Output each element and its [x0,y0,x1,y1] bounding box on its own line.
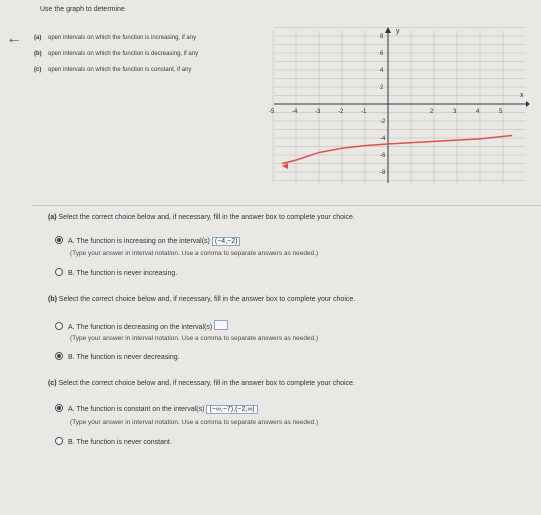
option-text: A. The function is increasing on the interval(s) [68,238,210,245]
y-tick-labels [380,34,386,176]
question-label: (c) [48,380,57,387]
x-axis-label: x [520,92,524,99]
x-tick-label: -1 [361,109,367,115]
part-b [34,50,202,58]
question-c-prompt [48,380,355,387]
y-tick-label: 8 [380,34,384,40]
problem-parts [34,34,202,82]
part-a [34,34,202,42]
part-c [34,66,202,74]
y-tick-label: 6 [380,51,384,57]
question-b-option-a[interactable] [55,320,228,331]
y-tick-label: 2 [380,85,384,91]
radio-selected-icon[interactable] [55,236,63,244]
x-tick-label: -2 [338,109,344,115]
divider [32,205,541,206]
radio-icon[interactable] [55,268,63,276]
question-a-hint: (Type your answer in interval notation. Use a comma to separate answers as needed.) [70,250,319,257]
x-axis-arrow [526,101,530,107]
question-a-option-b[interactable] [55,268,177,277]
back-arrow-icon[interactable]: ← [6,30,22,47]
prompt-text: Select the correct choice below and, if necessary, fill in the answer box to complete your choice. [58,296,356,303]
y-tick-label: -2 [380,119,386,125]
question-label: (b) [48,296,57,303]
x-tick-label: 3 [453,109,457,115]
x-tick-label: 4 [476,109,480,115]
y-tick-label: -4 [380,136,386,142]
prompt-text: Select the correct choice below and, if necessary, fill in the answer box to complete your choice. [58,380,355,387]
answer-box[interactable]: (−∞,−7),(−2,∞) [206,405,257,414]
part-text: open intervals on which the function is decreasing, if any [48,51,199,57]
x-tick-labels [269,109,503,115]
question-a-option-a[interactable] [55,236,240,246]
intro-text: Use the graph to determine [40,6,125,13]
part-label: (b) [34,51,42,57]
question-b-hint: (Type your answer in interval notation. Use a comma to separate answers as needed.) [70,335,319,342]
part-text: open intervals on which the function is constant, if any [48,67,192,73]
radio-selected-icon[interactable] [55,404,63,412]
question-c-option-b[interactable] [55,437,172,446]
answer-box[interactable]: (−4,−2) [212,237,241,246]
option-text: B. The function is never increasing. [68,270,178,277]
question-a-prompt [48,214,355,221]
y-tick-label: -8 [380,170,386,176]
function-graph [250,25,530,185]
prompt-text: Select the correct choice below and, if necessary, fill in the answer box to complete your choice. [58,214,355,221]
x-tick-label: -5 [269,109,275,115]
answer-box[interactable] [214,320,228,330]
x-tick-label: -4 [292,109,298,115]
option-text: A. The function is decreasing on the interval(s) [68,324,213,331]
graph-grid [273,28,526,184]
y-tick-label: 4 [380,68,384,74]
radio-icon[interactable] [55,322,63,330]
option-text: A. The function is constant on the interval(s) [68,406,205,413]
radio-icon[interactable] [55,437,63,445]
question-c-hint: (Type your answer in interval notation. Use a comma to separate answers as needed.) [70,419,319,426]
y-axis-label: y [396,28,400,35]
x-tick-label: -3 [315,109,321,115]
y-tick-label: -6 [380,153,386,159]
y-axis-arrow [385,27,391,33]
question-b-prompt [48,296,355,303]
function-curve [282,135,512,163]
question-b-option-b[interactable] [55,352,180,361]
part-text: open intervals on which the function is increasing, if any [48,35,197,41]
x-tick-label: 2 [430,109,434,115]
radio-selected-icon[interactable] [55,352,63,360]
question-label: (a) [48,214,57,221]
question-c-option-a[interactable] [55,404,258,414]
option-text: B. The function is never constant. [68,439,172,446]
part-label: (a) [34,35,42,41]
part-label: (c) [34,67,42,73]
x-tick-label: 5 [499,109,503,115]
option-text: B. The function is never decreasing. [68,354,180,361]
